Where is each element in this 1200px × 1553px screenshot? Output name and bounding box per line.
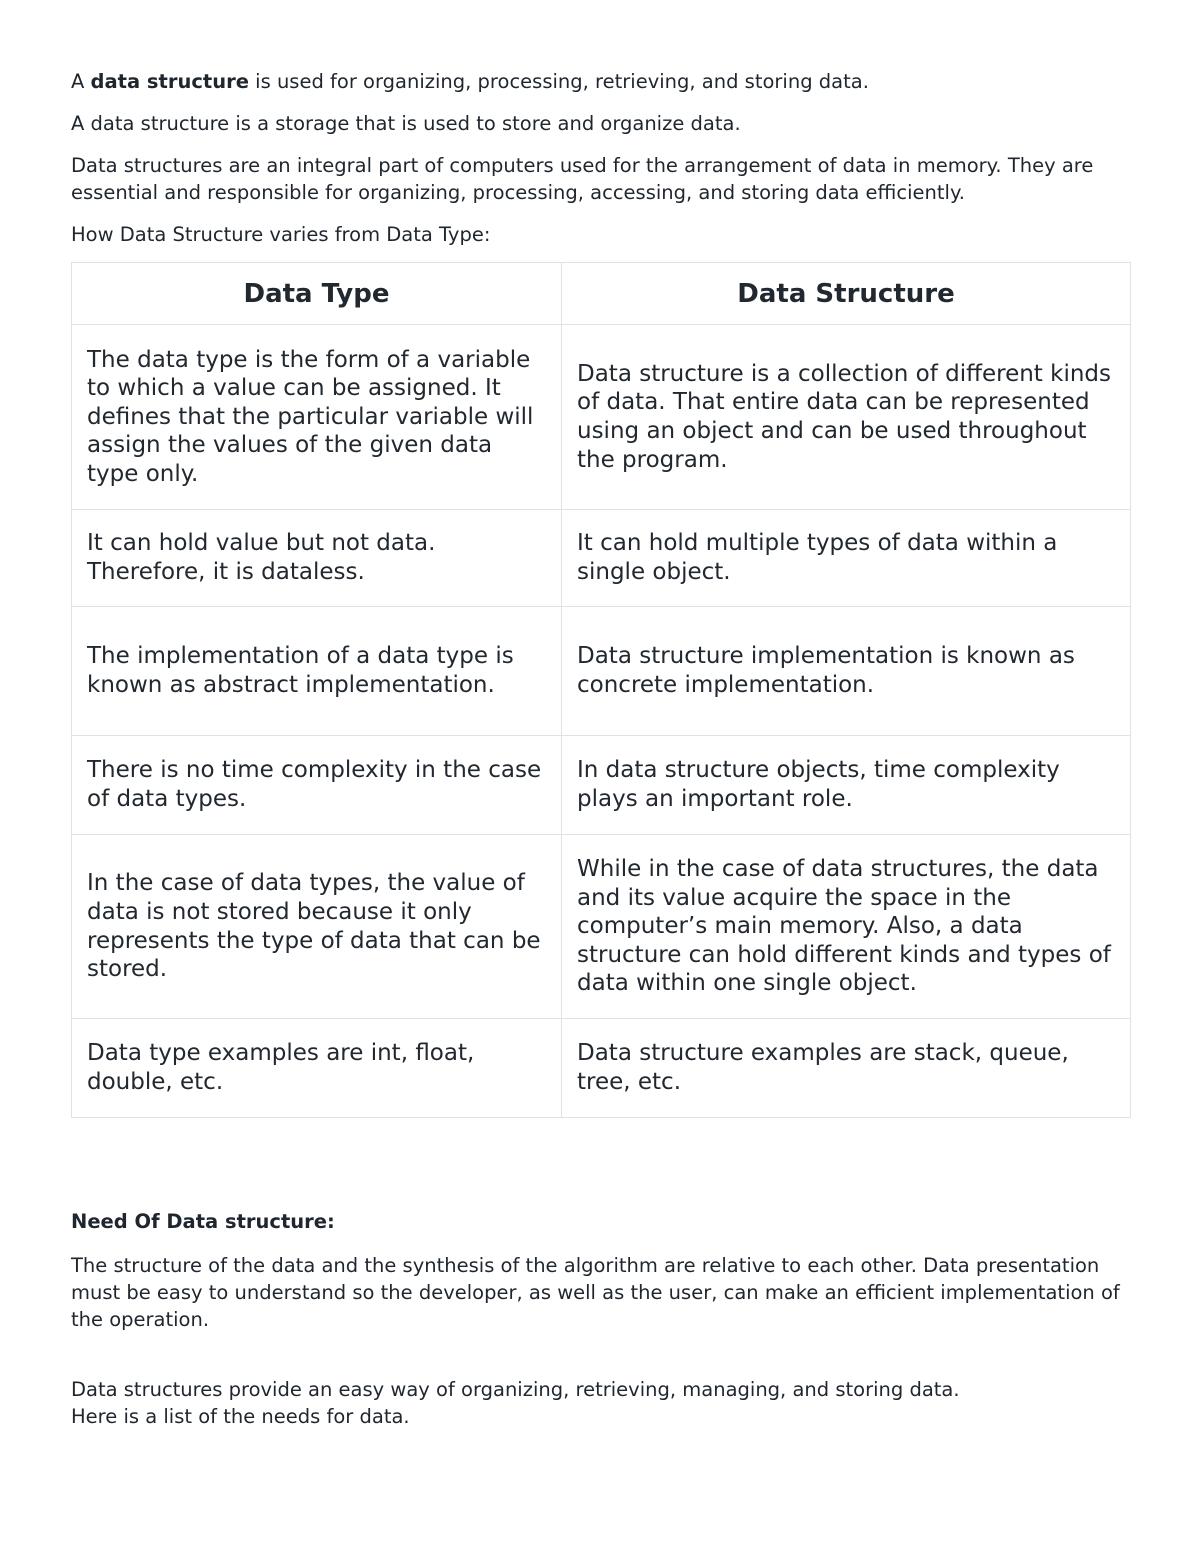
table-row <box>72 607 1131 736</box>
table-row <box>72 325 1131 510</box>
table-cell: The data type is the form of a variable to which a value can be assigned. It defines that the particular variable will assign the values of the given data type only. <box>72 325 562 510</box>
intro-paragraph-1 <box>71 68 1131 95</box>
table-header-row <box>72 263 1131 325</box>
table-cell: The implementation of a data type is known as abstract implementation. <box>72 607 562 736</box>
intro-p1-bold-term: data structure <box>90 70 249 93</box>
table-cell: While in the case of data structures, the data and its value acquire the space in the computer’s main memory. Also, a data structure can hold different kinds and types of data within one single object. <box>562 835 1131 1019</box>
need-paragraph-2 <box>71 1376 1131 1430</box>
intro-p1-suffix: is used for organizing, processing, retrieving, and storing data. <box>248 70 869 93</box>
table-cell: In the case of data types, the value of data is not stored because it only represents the type of data that can be stored. <box>72 835 562 1019</box>
comparison-table <box>71 262 1131 1118</box>
need-p2-line-1: Data structures provide an easy way of organizing, retrieving, managing, and storing data. <box>71 1378 960 1401</box>
table-row <box>72 736 1131 835</box>
table-header-data-type: Data Type <box>72 263 562 325</box>
table-cell: It can hold value but not data. Therefore, it is dataless. <box>72 510 562 607</box>
table-cell: Data structure implementation is known as concrete implementation. <box>562 607 1131 736</box>
need-p2-line-2: Here is a list of the needs for data. <box>71 1405 410 1428</box>
table-cell: Data structure examples are stack, queue, tree, etc. <box>562 1019 1131 1118</box>
section-heading-need: Need Of Data structure: <box>71 1210 335 1233</box>
document-page <box>71 68 1131 1430</box>
table-cell: Data structure is a collection of different kinds of data. That entire data can be represented using an object and can be used throughout the program. <box>562 325 1131 510</box>
intro-paragraph-2: A data structure is a storage that is used to store and organize data. <box>71 112 741 135</box>
intro-p1-prefix: A <box>71 70 91 93</box>
intro-paragraph-4: How Data Structure varies from Data Type: <box>71 223 491 246</box>
table-cell: It can hold multiple types of data within a single object. <box>562 510 1131 607</box>
need-paragraph-1: The structure of the data and the synthesis of the algorithm are relative to each other. Data presentation must be easy to understand so the developer, as well as the user, can make an efficient implementation of the operation. <box>71 1254 1120 1331</box>
table-row <box>72 510 1131 607</box>
table-row <box>72 1019 1131 1118</box>
intro-paragraph-3: Data structures are an integral part of computers used for the arrangement of data in memory. They are essential and responsible for organizing, processing, accessing, and storing data efficiently. <box>71 154 1094 204</box>
table-cell: In data structure objects, time complexity plays an important role. <box>562 736 1131 835</box>
table-cell: Data type examples are int, float, double, etc. <box>72 1019 562 1118</box>
table-header-data-structure: Data Structure <box>562 263 1131 325</box>
table-cell: There is no time complexity in the case of data types. <box>72 736 562 835</box>
table-row <box>72 835 1131 1019</box>
